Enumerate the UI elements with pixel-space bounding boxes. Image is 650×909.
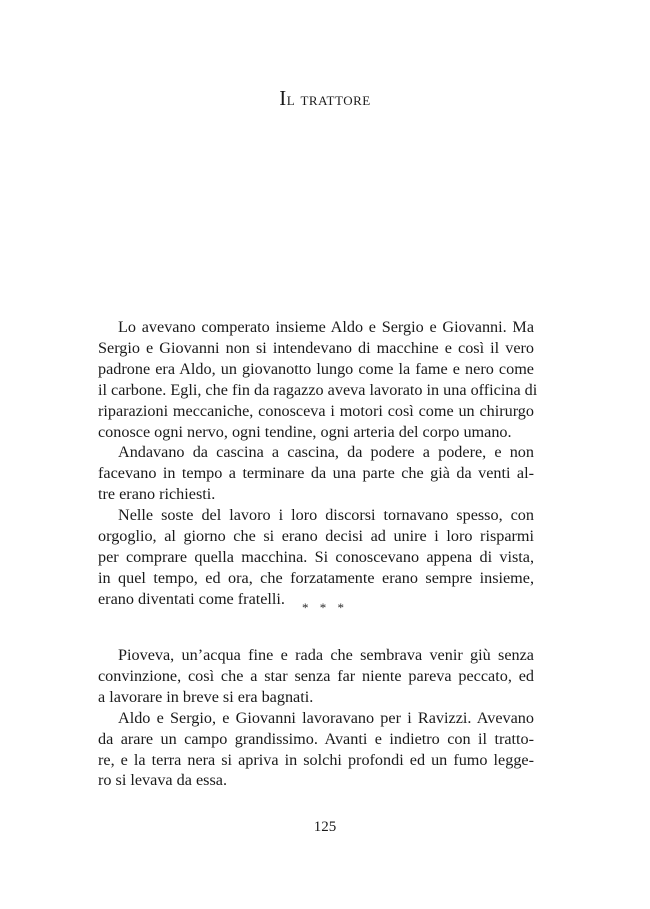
- text-line: erano diventati come fratelli.: [98, 589, 285, 608]
- text-line: convinzione, così che a star senza far niente pareva peccato, ed: [98, 666, 534, 685]
- section-two: [98, 645, 534, 791]
- text-line: tre erano richiesti.: [98, 485, 216, 504]
- text-line: padrone era Aldo, un giovanotto lungo come la fame e nero come: [98, 359, 534, 378]
- chapter-title-rest: l trattore: [286, 89, 371, 110]
- text-line: da arare un campo grandissimo. Avanti e indietro con il tratto-: [98, 729, 534, 748]
- text-line: ro si levava da essa.: [98, 771, 228, 790]
- page-number: 125: [313, 819, 337, 835]
- chapter-title: [0, 86, 650, 111]
- text-line: a lavorare in breve si era bagnati.: [98, 687, 314, 706]
- text-line: Sergio e Giovanni non si intendevano di macchine e così il vero: [98, 338, 534, 357]
- text-line: Pioveva, un’acqua fine e rada che sembrava venir giù senza: [118, 646, 534, 664]
- text-line: conosce ogni nervo, ogni tendine, ogni arteria del corpo umano.: [98, 422, 512, 441]
- text-line: re, e la terra nera si apriva in solchi profondi ed un fumo legge-: [98, 750, 534, 769]
- text-line: Aldo e Sergio, e Giovanni lavoravano per i Ravizzi. Avevano: [118, 708, 534, 727]
- text-line: il carbone. Egli, che fin da ragazzo aveva lavorato in una officina di: [98, 380, 538, 399]
- text-line: riparazioni meccaniche, conosceva i motori così come un chirurgo: [98, 401, 534, 420]
- text-line: per comprare quella macchina. Si conoscevano appena di vista,: [98, 547, 534, 566]
- text-line: Lo avevano comperato insieme Aldo e Sergio e Giovanni. Ma: [118, 318, 534, 336]
- text-line: in quel tempo, ed ora, che forzatamente erano sempre insieme,: [98, 568, 534, 587]
- text-line: orgoglio, al giorno che si erano decisi ad unire i loro risparmi: [98, 527, 534, 546]
- text-line: Andavano da cascina a cascina, da podere a podere, e non: [118, 443, 534, 462]
- chapter-title-initial: I: [279, 86, 287, 110]
- section-separator: * * *: [302, 600, 348, 615]
- section-one: [98, 317, 538, 610]
- text-line: facevano in tempo a terminare da una parte che già da venti al-: [98, 464, 534, 483]
- text-line: Nelle soste del lavoro i loro discorsi tornavano spesso, con: [118, 506, 534, 525]
